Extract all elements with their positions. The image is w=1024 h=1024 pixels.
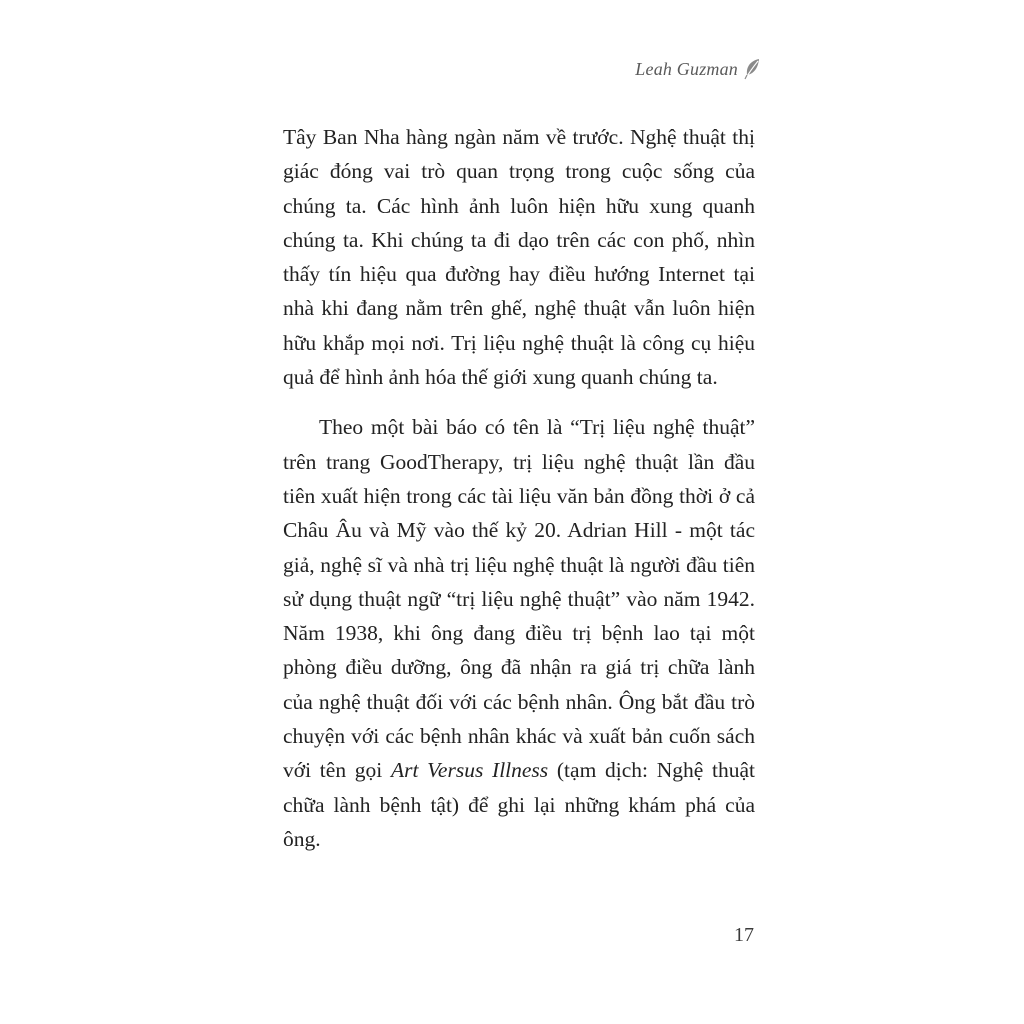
author-name: Leah Guzman [635, 58, 738, 79]
running-header [635, 58, 762, 80]
body-text [283, 120, 755, 856]
page-number: 17 [734, 924, 754, 946]
leaf-icon [744, 58, 762, 80]
paragraph-2 [283, 410, 755, 856]
paragraph-1 [283, 120, 755, 394]
paragraph-2-text-end: (tạm dịch: Nghệ thuật chữa lành bệnh tật) để ghi lại những khám phá của ông. [283, 758, 755, 851]
book-title: Art Versus Illness [390, 758, 549, 783]
paragraph-2-text: Theo một bài báo có tên là “Trị liệu nghệ thuật” trên trang GoodTherapy, trị liệu nghệ thuật lần đầu tiên xuất hiện trong các tài liệu văn bản đồng thời ở cả Châu Âu và Mỹ vào thế kỷ 20. Adrian Hill - một tác giả, nghệ sĩ và nhà trị liệu nghệ thuật là người đầu tiên sử dụng thuật ngữ “trị liệu nghệ thuật” vào năm 1942. Năm 1938, khi ông đang điều trị bệnh lao tại một phòng điều dưỡng, ông đã nhận ra giá trị chữa lành của nghệ thuật đối với các bệnh nhân. Ông bắt đầu trò chuyện với các bệnh nhân khác và xuất bản cuốn sách với tên gọi [283, 415, 755, 783]
paragraph-1-text: Tây Ban Nha hàng ngàn năm về trước. Nghệ thuật thị giác đóng vai trò quan trọng trong cuộc sống của chúng ta. Các hình ảnh luôn hiện hữu xung quanh chúng ta. Khi chúng ta đi dạo trên các con phố, nhìn thấy tín hiệu qua đường hay điều hướng Internet tại nhà khi đang nằm trên ghế, nghệ thuật vẫn luôn hiện hữu khắp mọi nơi. Trị liệu nghệ thuật là công cụ hiệu quả để hình ảnh hóa thế giới xung quanh chúng ta. [283, 125, 755, 390]
